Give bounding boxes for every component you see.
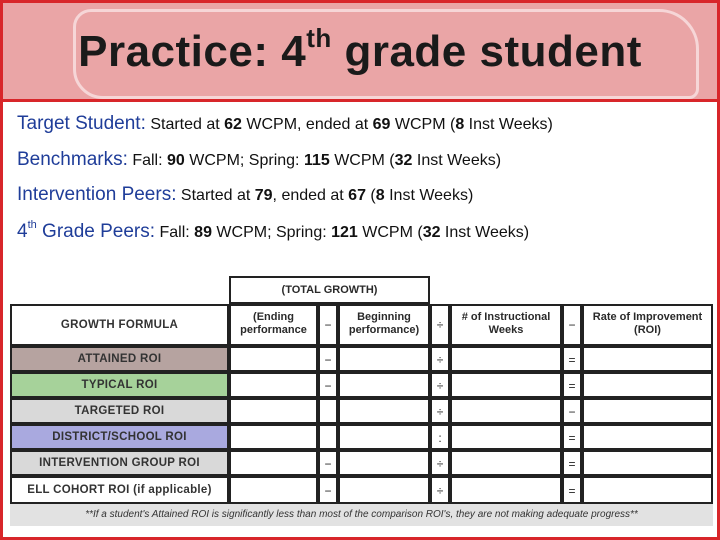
minus-operator: − [324,457,332,471]
beginning-input[interactable] [338,450,430,476]
ending-input[interactable] [229,424,318,450]
equals-operator: = [568,457,576,471]
typical-roi-label: TYPICAL ROI [10,372,229,398]
value: 32 [394,152,413,169]
label-part: Grade Peers: [36,221,156,242]
weeks-input[interactable] [450,398,562,424]
minus-cell [318,476,338,504]
value: 8 [375,187,385,204]
equals-cell [562,424,582,450]
divide-cell [430,398,450,424]
value: 89 [194,224,212,241]
minus-operator: − [324,484,332,498]
ending-input[interactable] [229,476,318,504]
line-text: , ended at [272,187,349,204]
line-label [17,221,155,242]
weeks-input[interactable] [450,346,562,372]
ending-input[interactable] [229,346,318,372]
roi-input[interactable] [582,424,713,450]
divide-operator: ÷ [436,457,444,471]
line-text: ( [365,187,376,204]
minus-operator: − [568,405,576,419]
ending-performance-header [229,304,318,346]
equals-cell [562,304,582,346]
beginning-input[interactable] [338,372,430,398]
line-label: Target Student: [17,113,146,134]
grade-peers-line [17,221,529,243]
line-label: Intervention Peers: [17,184,177,205]
intervention-peers-line [17,184,473,206]
value: 8 [455,116,465,133]
equals-operator: = [568,431,576,445]
value: 90 [167,152,185,169]
beginning-input[interactable] [338,398,430,424]
roi-input[interactable] [582,450,713,476]
line-text: Started at [145,116,225,133]
weeks-label: # of Instructional Weeks [461,311,551,336]
divide-operator: ÷ [436,379,444,393]
targeted-roi-label: TARGETED ROI [10,398,229,424]
title-text-pre: Practice: 4 [78,27,307,76]
equals-operator: = [568,379,576,393]
line-text: Started at [176,187,255,204]
divide-cell [430,304,450,346]
equals-operator: − [568,318,576,332]
intervention-group-roi-label: INTERVENTION GROUP ROI [10,450,229,476]
equals-operator: = [568,484,576,498]
ell-cohort-roi-label: ELL COHORT ROI (if applicable) [10,476,229,504]
equals-cell [562,476,582,504]
equals-cell [562,372,582,398]
weeks-input[interactable] [450,424,562,450]
equals-cell [562,346,582,372]
beginning-input[interactable] [338,476,430,504]
minus-cell [318,304,338,346]
benchmarks-line [17,149,501,171]
line-text: Inst Weeks) [384,187,474,204]
value: 69 [372,116,391,133]
title-band [3,3,717,102]
attained-roi-label: ATTAINED ROI [10,346,229,372]
ending-input[interactable] [229,450,318,476]
label-part: 4 [17,221,28,242]
beginning-performance-header [338,304,430,346]
roi-label: Rate of Improvement (ROI) [592,311,703,336]
growth-formula-label: GROWTH FORMULA [10,304,229,346]
beginning-input[interactable] [338,424,430,450]
minus-operator: − [324,353,332,367]
line-text: WCPM ( [329,152,395,169]
roi-input[interactable] [582,398,713,424]
value: 32 [422,224,441,241]
line-text: Inst Weeks) [440,224,530,241]
divide-cell [430,450,450,476]
line-text: WCPM, ended at [241,116,373,133]
line-text: Inst Weeks) [464,116,553,133]
label-superscript: th [27,219,37,231]
total-growth-label: (TOTAL GROWTH) [281,284,378,296]
colon-operator: : [438,431,442,445]
line-text: WCPM; Spring: [184,152,304,169]
divide-cell [430,476,450,504]
weeks-input[interactable] [450,476,562,504]
weeks-header [450,304,562,346]
beginning-input[interactable] [338,346,430,372]
district-school-roi-label: DISTRICT/SCHOOL ROI [10,424,229,450]
divide-operator: ÷ [436,318,444,332]
ending-performance-label: (Ending performance [240,311,307,336]
minus-cell [318,450,338,476]
value: 121 [331,224,358,241]
roi-input[interactable] [582,346,713,372]
beginning-performance-label: Beginning performance) [348,311,420,336]
value: 62 [224,116,242,133]
value: 79 [254,187,273,204]
title-text-post: grade student [331,27,642,76]
line-text: Fall: [155,224,195,241]
minus-operator: − [324,318,332,332]
line-text: Inst Weeks) [412,152,502,169]
roi-header [582,304,713,346]
colon-cell [430,424,450,450]
weeks-input[interactable] [450,372,562,398]
roi-input[interactable] [582,372,713,398]
line-text: WCPM ( [357,224,423,241]
line-text: WCPM ( [390,116,456,133]
equals-operator: = [568,353,576,367]
divide-cell [430,372,450,398]
minus-operator: − [324,379,332,393]
minus-cell [318,346,338,372]
blank-operator-cell [318,424,338,450]
minus-cell [562,398,582,424]
roi-table [10,276,713,530]
value: 67 [348,187,366,204]
target-student-line [17,113,553,135]
value: 115 [303,152,330,169]
roi-input[interactable] [582,476,713,504]
divide-operator: ÷ [436,484,444,498]
line-text: Fall: [127,152,167,169]
ending-input[interactable] [229,372,318,398]
adequate-progress-note: **If a student's Attained ROI is significantly less than most of the comparison ROI's, they are not making adequate progress** [10,504,713,526]
divide-operator: ÷ [436,405,444,419]
title-superscript: th [306,23,332,53]
line-label: Benchmarks: [17,149,128,170]
divide-cell [430,346,450,372]
blank-operator-cell [318,398,338,424]
line-text: WCPM; Spring: [211,224,332,241]
ending-input[interactable] [229,398,318,424]
total-growth-header [229,276,430,304]
equals-cell [562,450,582,476]
minus-cell [318,372,338,398]
slide-title [3,23,717,77]
weeks-input[interactable] [450,450,562,476]
divide-operator: ÷ [436,353,444,367]
